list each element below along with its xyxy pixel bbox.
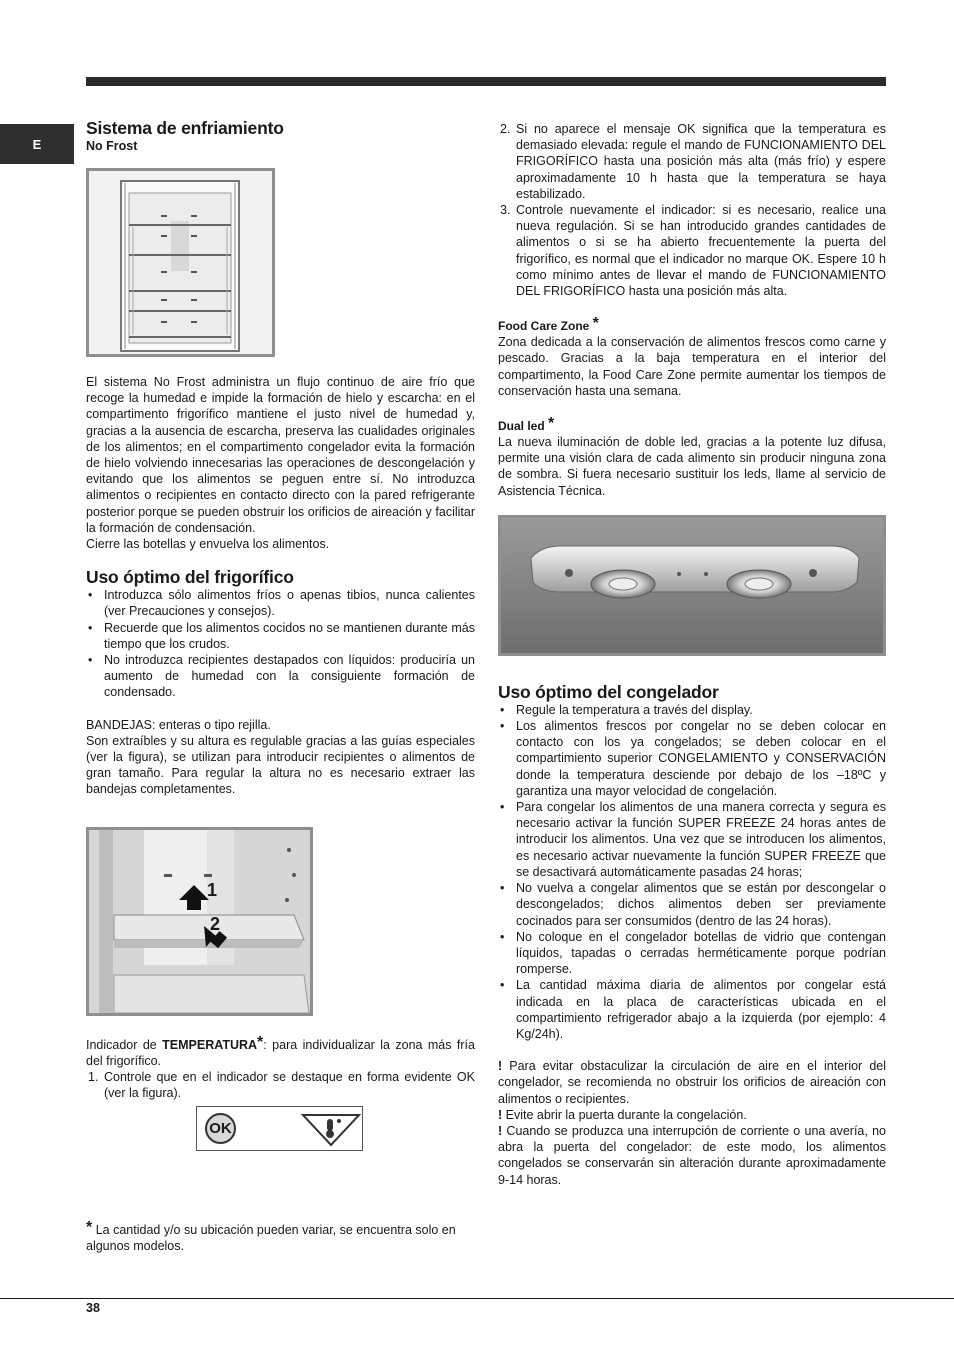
warning-item: ! Para evitar obstaculizar la circulación de aire en el interior del congelador, se recomienda no obstruir los orificios de aireación con alimentos o recipientes. xyxy=(498,1059,886,1106)
indicator-steps xyxy=(86,1069,475,1101)
bullet-mark: • xyxy=(500,978,505,993)
fridge-interior-illustration xyxy=(86,168,275,357)
right-column xyxy=(498,118,886,1188)
bullet-mark: • xyxy=(500,929,505,944)
ok-badge: OK xyxy=(205,1113,236,1144)
section-title-cooling: Sistema de enfriamiento xyxy=(86,118,284,138)
list-item: • Para congelar los alimentos de una manera correcta y segura es necesario activar la función SUPER FREEZE 24 horas antes de introducir los alimentos. Una vez que se introducen los alimentos, es necesario activar nuevamente la función SUPER FREEZE que se desactivará automáticamente pasadas 24 horas; xyxy=(500,800,886,879)
list-item: 2. Si no aparece el mensaje OK significa que la temperatura es demasiado elevada: regule el mando de FUNCIONAMIENTO DEL FRIGORÍFICO hasta una posición más alta (más frío) y espere aproximadamente 10 h hasta que la temperatura se haya estabilizado. xyxy=(500,122,886,201)
section-title-fridge-use: Uso óptimo del frigorífico xyxy=(86,567,294,588)
list-item: • La cantidad máxima diaria de alimentos por congelar está indicada en la placa de características ubicada en el compartimiento refrigerador abajo a la izquierda (por ejemplo: 4 Kg/24h). xyxy=(500,978,886,1041)
indicator-description: Indicador de TEMPERATURA*: para individualizar la zona más fría del frigorífico. xyxy=(86,1033,475,1068)
ok-indicator-illustration xyxy=(196,1106,363,1151)
header-rule xyxy=(86,77,886,86)
nofrost-description: El sistema No Frost administra un flujo continuo de aire frío que recoge la humedad e impide la formación de hielo y escarcha: en el compartimento frigorífico mantiene el justo nivel de humedad y, gracias a la ausencia de escarcha, preserva las cualidades originales de los alimentos; en el compartimento congelador evita la formación de hielo volviendo innecesarias las operaciones de descongelación y evitando que los alimentos se peguen entre sí. No introduzca alimentos o recipientes en contacto directo con la pared refrigerante posterior porque se pueden obstruir los orificios de aireación y facilitar la formación de condensación. xyxy=(86,375,475,535)
list-item: 3. Controle nuevamente el indicador: si es necesario, realice una nueva regulación. Si se han introducido grandes cantidades de alimentos o si se ha abierto frecuentemente la puerta del frigorífico, es normal que el indicador no marque OK. Espere 10 h como mínimo antes de llevar el mando de FUNCIONAMIENTO DEL FRIGORÍFICO hasta una posición más alta. xyxy=(500,203,886,299)
page-number: 38 xyxy=(86,1301,100,1315)
list-item: 1. Controle que en el indicador se destaque en forma evidente OK (ver la figura). xyxy=(88,1070,475,1101)
footnote: * La cantidad y/o su ubicación pueden variar, se encuentra solo en algunos modelos. xyxy=(86,1219,456,1254)
dual-led-illustration xyxy=(498,515,886,656)
food-care-zone-text: Zona dedicada a la conservación de alimentos frescos como carne y pescado. Gracias a la baja temperatura en el interior del compartimento, la Food Care Zone permite aumentar los tiempos de conservación hasta una semana. xyxy=(498,335,886,398)
bullet-mark: • xyxy=(88,653,93,668)
footer-rule xyxy=(0,1298,954,1299)
list-item: • Regule la temperatura a través del display. xyxy=(500,702,753,717)
bullet-mark: • xyxy=(500,719,505,734)
list-item: • No coloque en el congelador botellas de vidrio que contengan líquidos, tapadas o cerradas herméticamente porque podrían romperse. xyxy=(500,929,886,977)
bullet-mark: • xyxy=(500,702,505,717)
bullet-mark: • xyxy=(500,800,505,815)
indicator-steps-continued xyxy=(498,121,886,299)
list-item: • No introduzca recipientes destapados con líquidos: produciría un aumento de humedad con la consiguiente formación de condensado. xyxy=(88,653,475,700)
bullet-mark: • xyxy=(88,620,93,635)
list-item: • No vuelva a congelar alimentos que se están por descongelar o descongelados; dichos alimentos deben ser previamente cocinados para ser consumidos (dentro de las 24 horas). xyxy=(500,881,886,928)
bullet-mark: • xyxy=(88,588,93,603)
list-item: • Introduzca sólo alimentos fríos o apenas tibios, nunca calientes (ver Precauciones y consejos). xyxy=(88,588,475,619)
section-title-freezer-use: Uso óptimo del congelador xyxy=(498,681,719,702)
fridge-use-list xyxy=(86,587,475,700)
dual-led-text: La nueva iluminación de doble led, gracias a la potente luz difusa, permite una visión clara de cada alimento sin producir ninguna zona de sombra. Si fuera necesario sustituir los leds, llame al servicio de Asistencia Técnica. xyxy=(498,435,886,498)
subtitle-no-frost: No Frost xyxy=(86,139,138,153)
freezer-use-list xyxy=(498,702,886,1042)
list-item: • Los alimentos frescos por congelar no se deben colocar en contacto con los ya congelados; se deben colocar en el compartimiento superior CONGELAMIENTO y CONSERVACIÓN donde la temperatura desciende por debajo de los –18ºC y garantiza una mayor velocidad de congelación. xyxy=(500,719,886,798)
bullet-mark: • xyxy=(500,881,505,896)
step-label-1: 1 xyxy=(207,879,218,900)
list-item: • Recuerde que los alimentos cocidos no se mantienen durante más tiempo que los crudos. xyxy=(88,620,475,651)
freezer-warnings xyxy=(498,1058,886,1188)
shelves-heading-text: BANDEJAS: enteras o tipo rejilla. xyxy=(86,717,271,732)
nofrost-note: Cierre las botellas y envuelva los alimentos. xyxy=(86,537,330,552)
warning-item: ! Cuando se produzca una interrupción de corriente o una avería, no abra la puerta del congelador: de este modo, los alimentos congelados se conservarán sin alteración durante aproximadamente 9-14 horas. xyxy=(498,1123,886,1187)
language-tab: E xyxy=(0,124,74,164)
shelf-adjust-illustration xyxy=(86,827,313,1016)
food-care-zone-title: Food Care Zone * xyxy=(498,315,599,334)
temperature-indicator-icon xyxy=(301,1109,361,1149)
dual-led-title: Dual led * xyxy=(498,415,555,434)
left-column xyxy=(86,118,475,1254)
step-label-2: 2 xyxy=(210,913,221,934)
warning-item: ! Evite abrir la puerta durante la congelación. xyxy=(498,1107,747,1122)
shelves-description: Son extraíbles y su altura es regulable gracias a las guías especiales (ver la figura), se utilizan para introducir recipientes o alimentos de gran tamaño. Para regular la altura no es necesario extraer las bandejas completamentes. xyxy=(86,733,475,797)
